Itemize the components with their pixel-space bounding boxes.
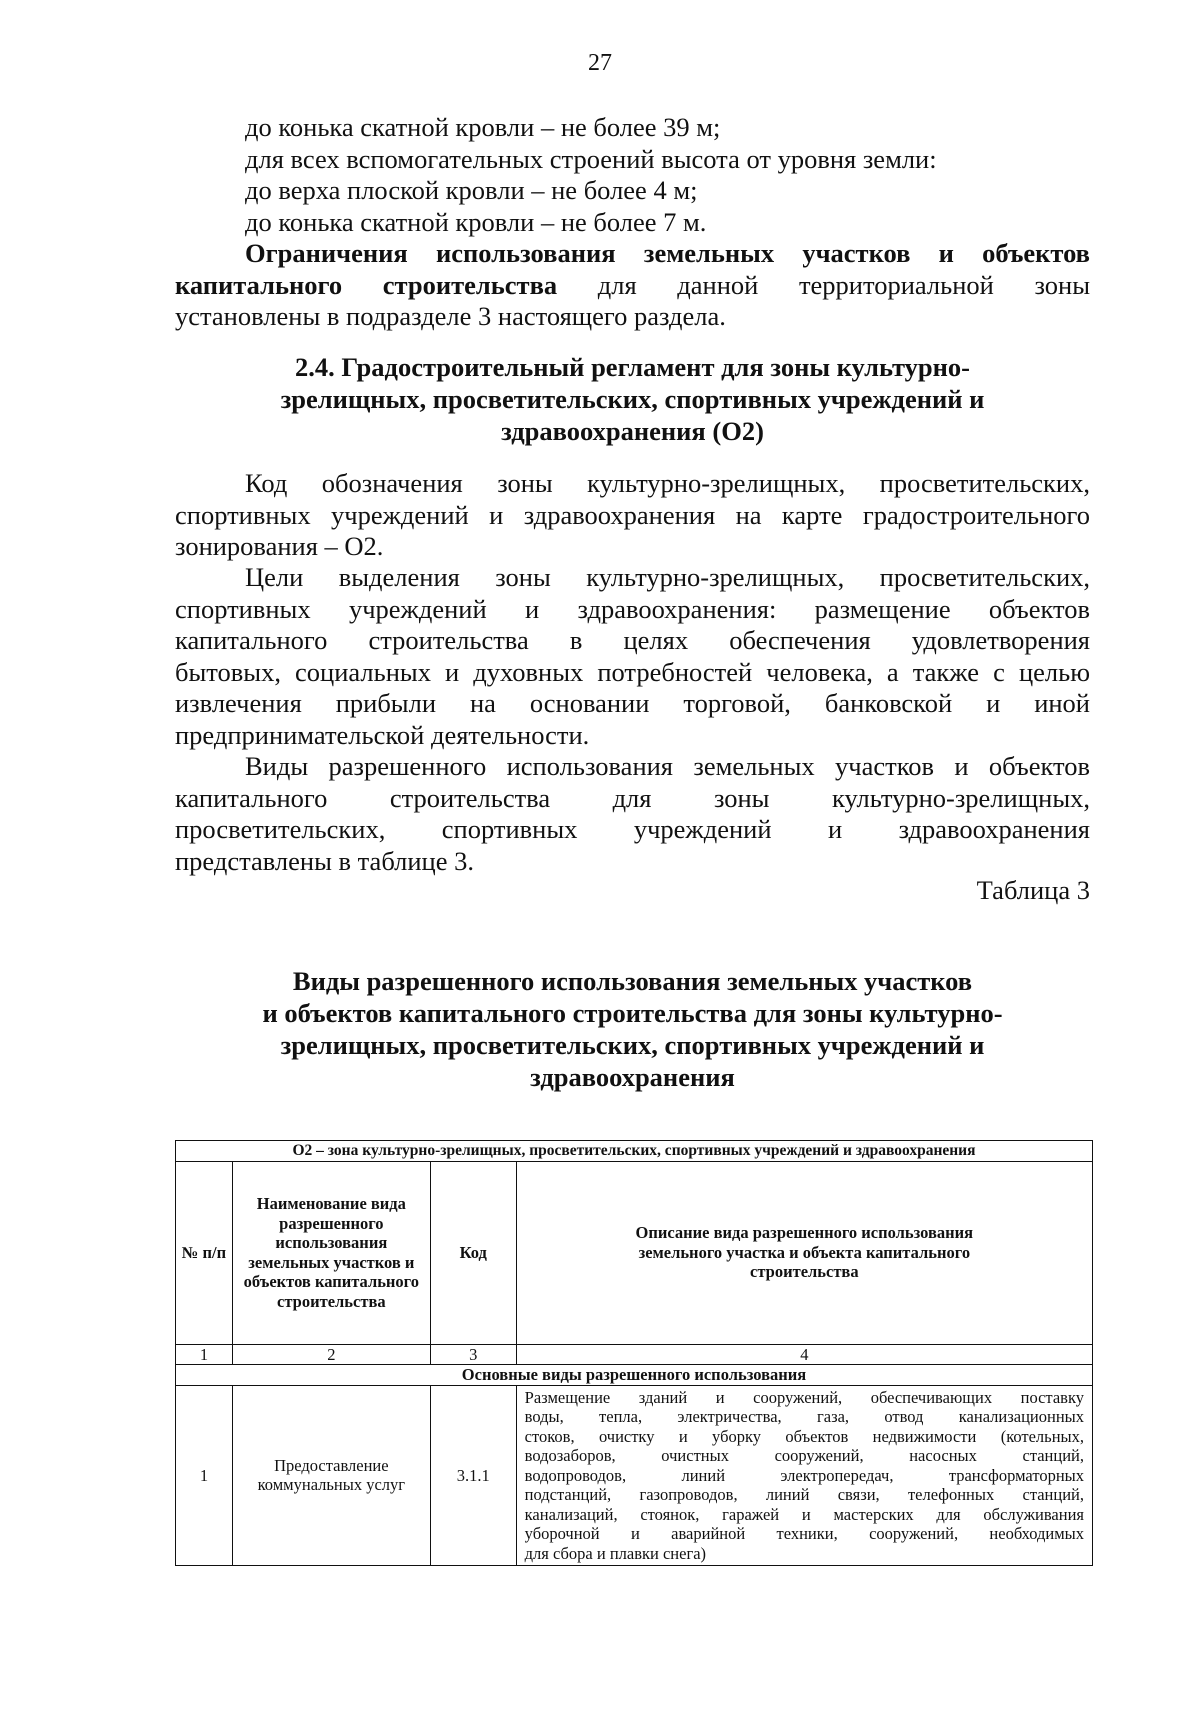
text-line: бытовых, социальных и духовных потребностей человека, а также с целью [175,656,1090,687]
column-index-row [176,1344,1093,1365]
regulation-table [175,1140,1093,1566]
text-line: извлечения прибыли на основании торговой, банковской и иной [175,688,1090,718]
page-number: 27 [588,50,612,76]
table-row [176,1385,1093,1566]
text-line: до конька скатной кровли – не более 39 м; [245,112,721,142]
heading-line: 2.4. Градостроительный регламент для зоны культурно- [294,352,971,382]
col-index-cell: 1 [176,1344,233,1365]
text-fragment: для данной территориальной зоны [557,269,1090,300]
intro-text [175,112,1090,238]
text-line: Виды разрешенного использования земельных участков и объектов [245,751,1090,781]
col-header-num: № п/п [176,1161,233,1344]
col-header-code: Код [430,1161,516,1344]
row-description [516,1385,1092,1566]
description-line: подстанций, газопроводов, линий связи, телефонных станций, [524,1485,1084,1504]
text-line: Ограничения использования земельных участков и объектов [245,238,1090,268]
section-row [176,1365,1093,1386]
col-index-cell: 4 [516,1344,1092,1365]
heading-line: здравоохранения [530,1062,735,1092]
row-number: 1 [176,1385,233,1566]
paragraph-code [175,468,1090,563]
text-line: спортивных учреждений и здравоохранения: размещение объектов [175,593,1090,624]
col-header-name: Наименование вида разрешенного использования земельных участков и объектов капитального строительства [232,1161,430,1344]
restrictions-paragraph [175,238,1090,333]
description-line: Размещение зданий и сооружений, обеспечивающих поставку [524,1387,1084,1407]
text-line: Код обозначения зоны культурно-зрелищных, просветительских, [245,468,1090,498]
text-line: до конька скатной кровли – не более 7 м. [245,206,707,237]
description-line: воды, тепла, электричества, газа, отвод канализационных [524,1407,1084,1426]
heading-line: здравоохранения (О2) [501,416,764,446]
description-line: стоков, очистку и уборку объектов недвижимости (котельных, [524,1426,1084,1446]
table-label: Таблица 3 [976,875,1090,905]
text-line: капитального строительства для зоны культурно-зрелищных, [175,782,1090,813]
column-header-row [176,1161,1093,1344]
heading-line: зрелищных, просветительских, спортивных учреждений и [280,1030,985,1060]
zone-header-cell: О2 – зона культурно-зрелищных, просветительских, спортивных учреждений и здравоохранения [176,1141,1093,1162]
col-index-cell: 3 [430,1344,516,1365]
description-line: водозаборов, очистных сооружений, насосных станций, [524,1446,1084,1465]
col-index-cell: 2 [232,1344,430,1365]
text-line: зонирования – О2. [175,531,384,561]
text-line: представлены в таблице 3. [175,845,474,876]
table-title [175,965,1090,1093]
bold-phrase: капитального строительства [175,269,558,300]
text-line: капитального строительства в целях обеспечения удовлетворения [175,625,1090,655]
col-header-description: Описание вида разрешенного использования земельного участка и объекта капитального строительства [516,1161,1092,1344]
description-line: канализаций, стоянок, гаражей и мастерских для обслуживания [524,1504,1084,1524]
text-line: просветительских, спортивных учреждений и здравоохранения [175,814,1090,844]
zone-header-row [176,1141,1093,1162]
heading-line: зрелищных, просветительских, спортивных учреждений и [280,384,985,414]
section-row-cell: Основные виды разрешенного использования [176,1365,1093,1386]
heading-line: Виды разрешенного использования земельных участков [292,966,973,996]
description-line: водопроводов, линий электропередач, трансформаторных [524,1465,1084,1485]
text-line: предпринимательской деятельности. [175,719,590,750]
paragraph-goals [175,562,1090,751]
heading-line: и объектов капитального строительства для зоны культурно- [262,998,1003,1028]
description-line: для сбора и плавки снега) [524,1543,707,1563]
row-code: 3.1.1 [430,1385,516,1566]
description-line: уборочной и аварийной техники, сооружений, необходимых [524,1524,1084,1543]
text-line: для всех вспомогательных строений высота от уровня земли: [245,143,937,174]
paragraph-types [175,751,1090,877]
text-line: спортивных учреждений и здравоохранения на карте градостроительного [175,499,1090,530]
section-heading [175,351,1090,447]
row-name: Предоставление коммунальных услуг [232,1385,430,1566]
text-line [175,270,1090,302]
text-line: до верха плоской кровли – не более 4 м; [245,175,698,205]
text-line: установлены в подразделе 3 настоящего раздела. [175,301,726,331]
text-line: Цели выделения зоны культурно-зрелищных, просветительских, [245,562,1090,592]
